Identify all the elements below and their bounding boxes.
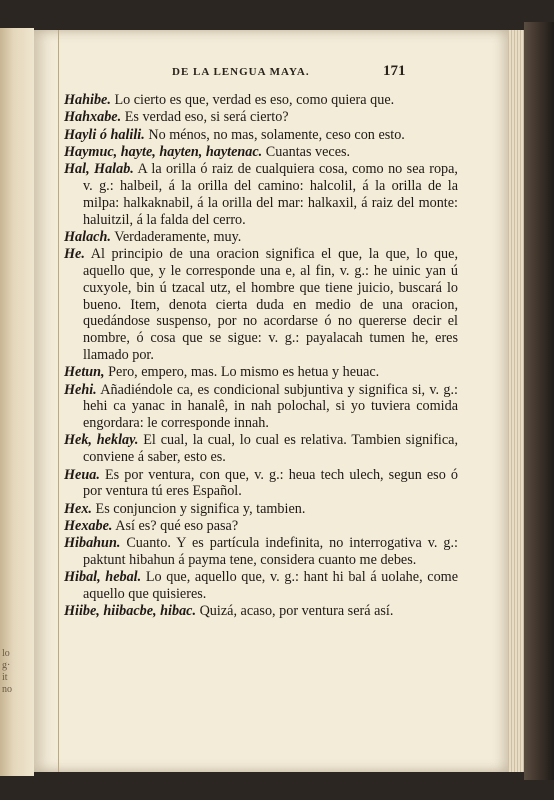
dictionary-entry <box>64 432 458 466</box>
definition: Así es? qué eso pasa? <box>112 517 239 534</box>
book-gutter-left <box>0 28 34 776</box>
book-page <box>34 30 508 772</box>
headword: Haymuc, hayte, hayten, haytenac. <box>64 143 263 160</box>
definition: Es por ventura, con que, v. g.: heua tech ulech, segun eso ó por ventura tú eres Español. <box>83 466 458 500</box>
definition: Es verdad eso, si será cierto? <box>121 109 289 126</box>
definition: Es conjuncion y significa y, tambien. <box>91 500 306 517</box>
definition: Cuanto. Y es partícula indefinita, no interrogativa v. g.: paktunt hibahun á payma tene, considera cuanto me debes. <box>83 535 458 569</box>
dictionary-entry <box>64 246 458 364</box>
headword: Hahxabe. <box>64 109 122 126</box>
previous-page-fragment: lo g· it no <box>2 648 12 695</box>
dictionary-entry <box>64 518 458 535</box>
headword: Hiibe, hiibacbe, hibac. <box>64 603 197 620</box>
dictionary-entry <box>64 501 458 518</box>
dictionary-entry <box>64 109 458 126</box>
page-header <box>34 63 508 84</box>
headword: Hexabe. <box>64 517 113 534</box>
headword: Hehi. <box>64 381 97 398</box>
headword: He. <box>64 246 85 263</box>
page-number: 171 <box>383 63 406 79</box>
definition: Al principio de una oracion significa el que, la que, lo que, aquello que, y le corresponde una e, al fin, v. g.: he uinic yan ú cuxyole, bin ú tzacal utz, el hombre que tiene juicio, buscará lo bueno. Item, denota cierta duda en medio de una oracion, quedándose suspenso, por no acordarse ó no quererse decir el nombre, ó cosa que se sigue: v. g.: payalacah tumen he, eres llamado por. <box>83 246 458 363</box>
headword: Hex. <box>64 500 92 517</box>
headword: Hibal, hebal. <box>64 569 142 586</box>
dictionary-entry <box>64 92 458 109</box>
definition: Añadiéndole ca, es condicional subjuntiva y significa si, v. g.: hehi ca yanac in hanalê, in nah polochal, si yo tuviera comida engordara: le corresponde innah. <box>83 381 458 432</box>
definition: Cuantas veces. <box>262 143 351 160</box>
dictionary-entry <box>64 535 458 569</box>
headword: Hal, Halab. <box>64 161 134 178</box>
dictionary-entry <box>64 161 458 228</box>
headword: Hayli ó halili. <box>64 126 145 143</box>
headword: Heua. <box>64 466 100 483</box>
dictionary-entry <box>64 603 458 620</box>
dictionary-entry <box>64 569 458 603</box>
headword: Hahibe. <box>64 92 111 108</box>
definition: El cual, la cual, lo cual es relativa. Tambien significa, conviene á saber, esto es. <box>83 432 459 466</box>
definition: Verdaderamente, muy. <box>110 228 242 245</box>
dictionary-entry <box>64 467 458 501</box>
dictionary-entries <box>64 92 458 621</box>
headword: Halach. <box>64 228 111 245</box>
definition: Pero, empero, mas. Lo mismo es hetua y heuac. <box>104 364 380 381</box>
dictionary-entry <box>64 229 458 246</box>
headword: Hek, heklay. <box>64 432 139 449</box>
dictionary-entry <box>64 144 458 161</box>
headword: Hibahun. <box>64 535 121 552</box>
definition: Lo que, aquello que, v. g.: hant hi bal á uolahe, come aquello que quisieres. <box>83 569 458 603</box>
dictionary-entry <box>64 127 458 144</box>
running-head: DE LA LENGUA MAYA. <box>172 66 310 78</box>
headword: Hetun, <box>64 364 105 381</box>
book-cover-edge-right <box>524 22 554 780</box>
gutter-line <box>58 30 59 772</box>
definition: Quizá, acaso, por ventura será así. <box>196 603 394 620</box>
dictionary-entry <box>64 382 458 432</box>
dictionary-entry <box>64 364 458 381</box>
definition: No ménos, no mas, solamente, ceso con esto. <box>144 126 405 143</box>
definition: Lo cierto es que, verdad es eso, como quiera que. <box>110 92 395 108</box>
definition: A la orilla ó raiz de cualquiera cosa, como no sea ropa, v. g.: halbeil, á la orilla del camino: halcolil, á la orilla de la milpa: halkaknabil, á la orilla del mar: halkaxil, á raiz del monte: haluitzil, á la falda del cerro. <box>83 161 458 228</box>
